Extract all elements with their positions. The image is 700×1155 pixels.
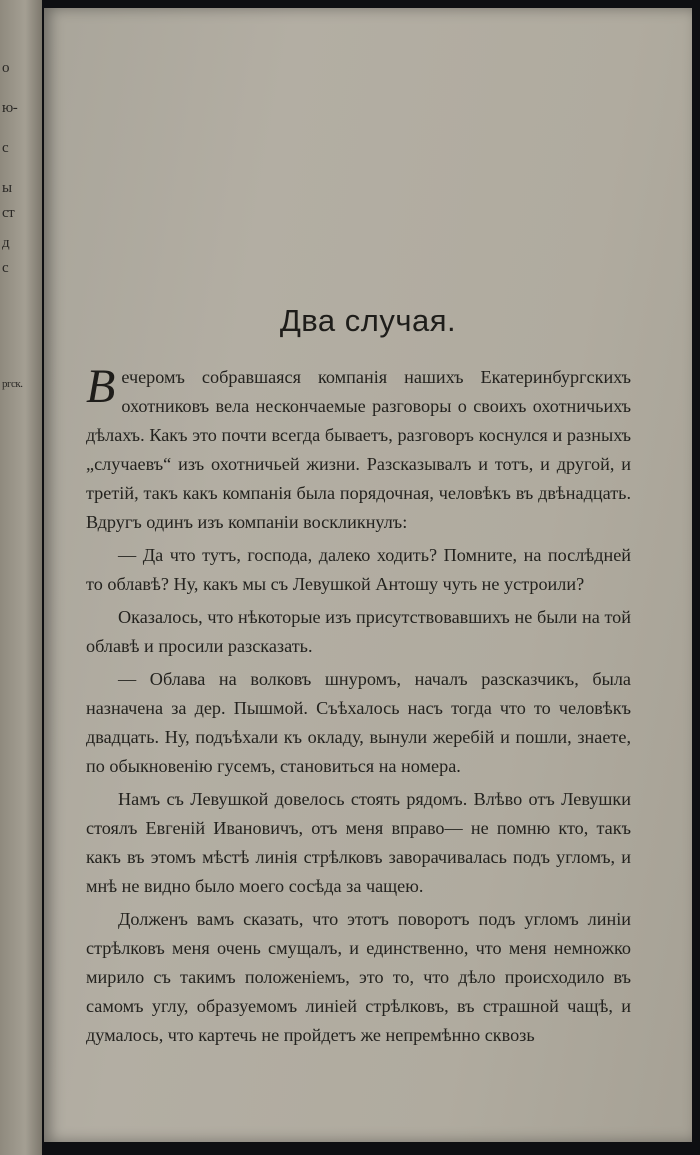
chapter-title: Два случая. bbox=[279, 303, 457, 338]
paragraph: Намъ съ Левушкой довелось стоять рядомъ. Влѣво отъ Левушки стоялъ Евгеній Ивановичъ, отъ меня вправо— не помню кто, такъ какъ въ этомъ мѣстѣ линія стрѣлковъ заворачивалась подъ угломъ, и мнѣ не видно было моего сосѣда за чащею. bbox=[86, 789, 631, 896]
left-page-fragment: ю- bbox=[2, 100, 18, 116]
paragraph: — Да что тутъ, господа, далеко ходить? Помните, на послѣдней то облавѣ? Ну, какъ мы съ Левушкой Антошу чуть не устроили? bbox=[86, 545, 631, 594]
paragraph: — Облава на волковъ шнуромъ, началъ разсказчикъ, была назначена за дер. Пышмой. Съѣхалось насъ тогда что то человѣкъ двадцать. Ну, подъѣхали къ окладу, вынули жеребій и пошли, знаете, по обыкновенію гусемъ, становиться на номера. bbox=[86, 669, 631, 776]
paragraph-text: ечеромъ собравшаяся компанія нашихъ Екатеринбургскихъ охотниковъ вела нескончаемые разговоры о своихъ охотничьихъ дѣлахъ. Какъ это почти всегда бываетъ, разговоръ коснулся и разныхъ „случаевъ“ изъ охотничьей жизни. Разсказывалъ и тотъ, и другой, и третій, такъ какъ компанія была порядочная, человѣкъ въ двѣнадцать. Вдругъ одинъ изъ компаніи воскликнулъ: bbox=[86, 367, 631, 532]
left-page-fragment: д bbox=[2, 235, 10, 251]
left-page-fragment: ы bbox=[2, 180, 12, 196]
chapter-body bbox=[86, 360, 631, 1054]
drop-cap: В bbox=[86, 360, 116, 413]
left-page-fragment: с bbox=[2, 140, 9, 156]
left-page-edge bbox=[0, 0, 42, 1155]
left-page-fragment: ст bbox=[2, 205, 15, 221]
left-page-fragment: с bbox=[2, 260, 9, 276]
paragraph: Оказалось, что нѣкоторые изъ присутствовавшихъ не были на той облавѣ и просили разсказать. bbox=[86, 607, 631, 656]
left-page-fragment: о bbox=[2, 60, 9, 76]
book-page bbox=[44, 8, 692, 1142]
paragraph bbox=[86, 360, 631, 537]
paragraph: Долженъ вамъ сказать, что этотъ поворотъ подъ угломъ линіи стрѣлковъ меня очень смущалъ, и единственно, что меня немножко мирило съ такимъ положеніемъ, это то, что дѣло происходило въ самомъ углу, образуемомъ линіей стрѣлковъ, въ страшной чащѣ, и думалось, что картечь не пройдетъ же непремѣнно сквозь bbox=[86, 909, 631, 1045]
left-page-fragment: ргск. bbox=[2, 378, 23, 390]
